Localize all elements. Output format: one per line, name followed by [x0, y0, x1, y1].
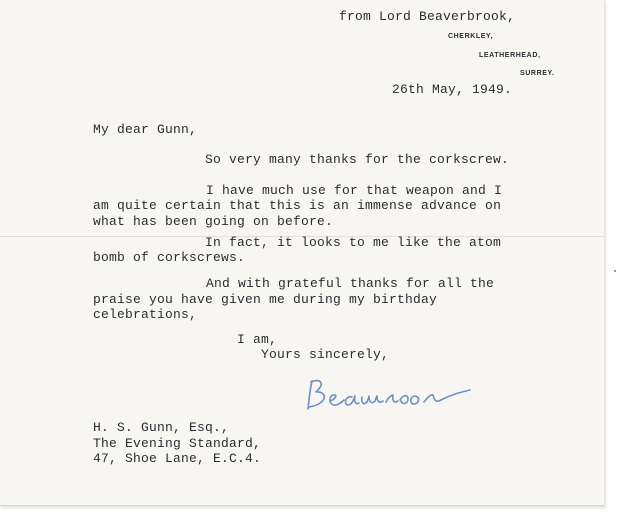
address-line-3: SURREY. [520, 70, 555, 77]
recipient-line-3: 47, Shoe Lane, E.C.4. [93, 451, 262, 466]
paragraph-4-line-1: And with grateful thanks for all the [206, 276, 495, 291]
paragraph-4-line-3: celebrations, [93, 307, 198, 322]
closing-line-1: I am, [237, 332, 278, 347]
ink-speck [614, 270, 616, 272]
address-line-2: LEATHERHEAD, [479, 52, 541, 59]
address-line-1: CHERKLEY, [448, 33, 494, 40]
paragraph-3-line-2: bomb of corkscrews. [93, 250, 246, 265]
letter-date: 26th May, 1949. [392, 82, 513, 97]
salutation: My dear Gunn, [93, 122, 198, 137]
paragraph-1-line-1: So very many thanks for the corkscrew. [205, 152, 510, 167]
closing-line-2: Yours sincerely, [261, 347, 390, 362]
paragraph-2-line-1: I have much use for that weapon and I [206, 183, 503, 198]
handwritten-signature [300, 373, 485, 415]
letterhead-from: from Lord Beaverbrook, [339, 9, 516, 24]
paragraph-2-line-2: am quite certain that this is an immense advance on [93, 198, 502, 213]
recipient-line-2: The Evening Standard, [93, 436, 262, 451]
paragraph-2-line-3: what has been going on before. [93, 214, 334, 229]
paragraph-3-line-1: In fact, it looks to me like the atom [205, 235, 502, 250]
paragraph-4-line-2: praise you have given me during my birthday [93, 292, 438, 307]
recipient-line-1: H. S. Gunn, Esq., [93, 420, 230, 435]
